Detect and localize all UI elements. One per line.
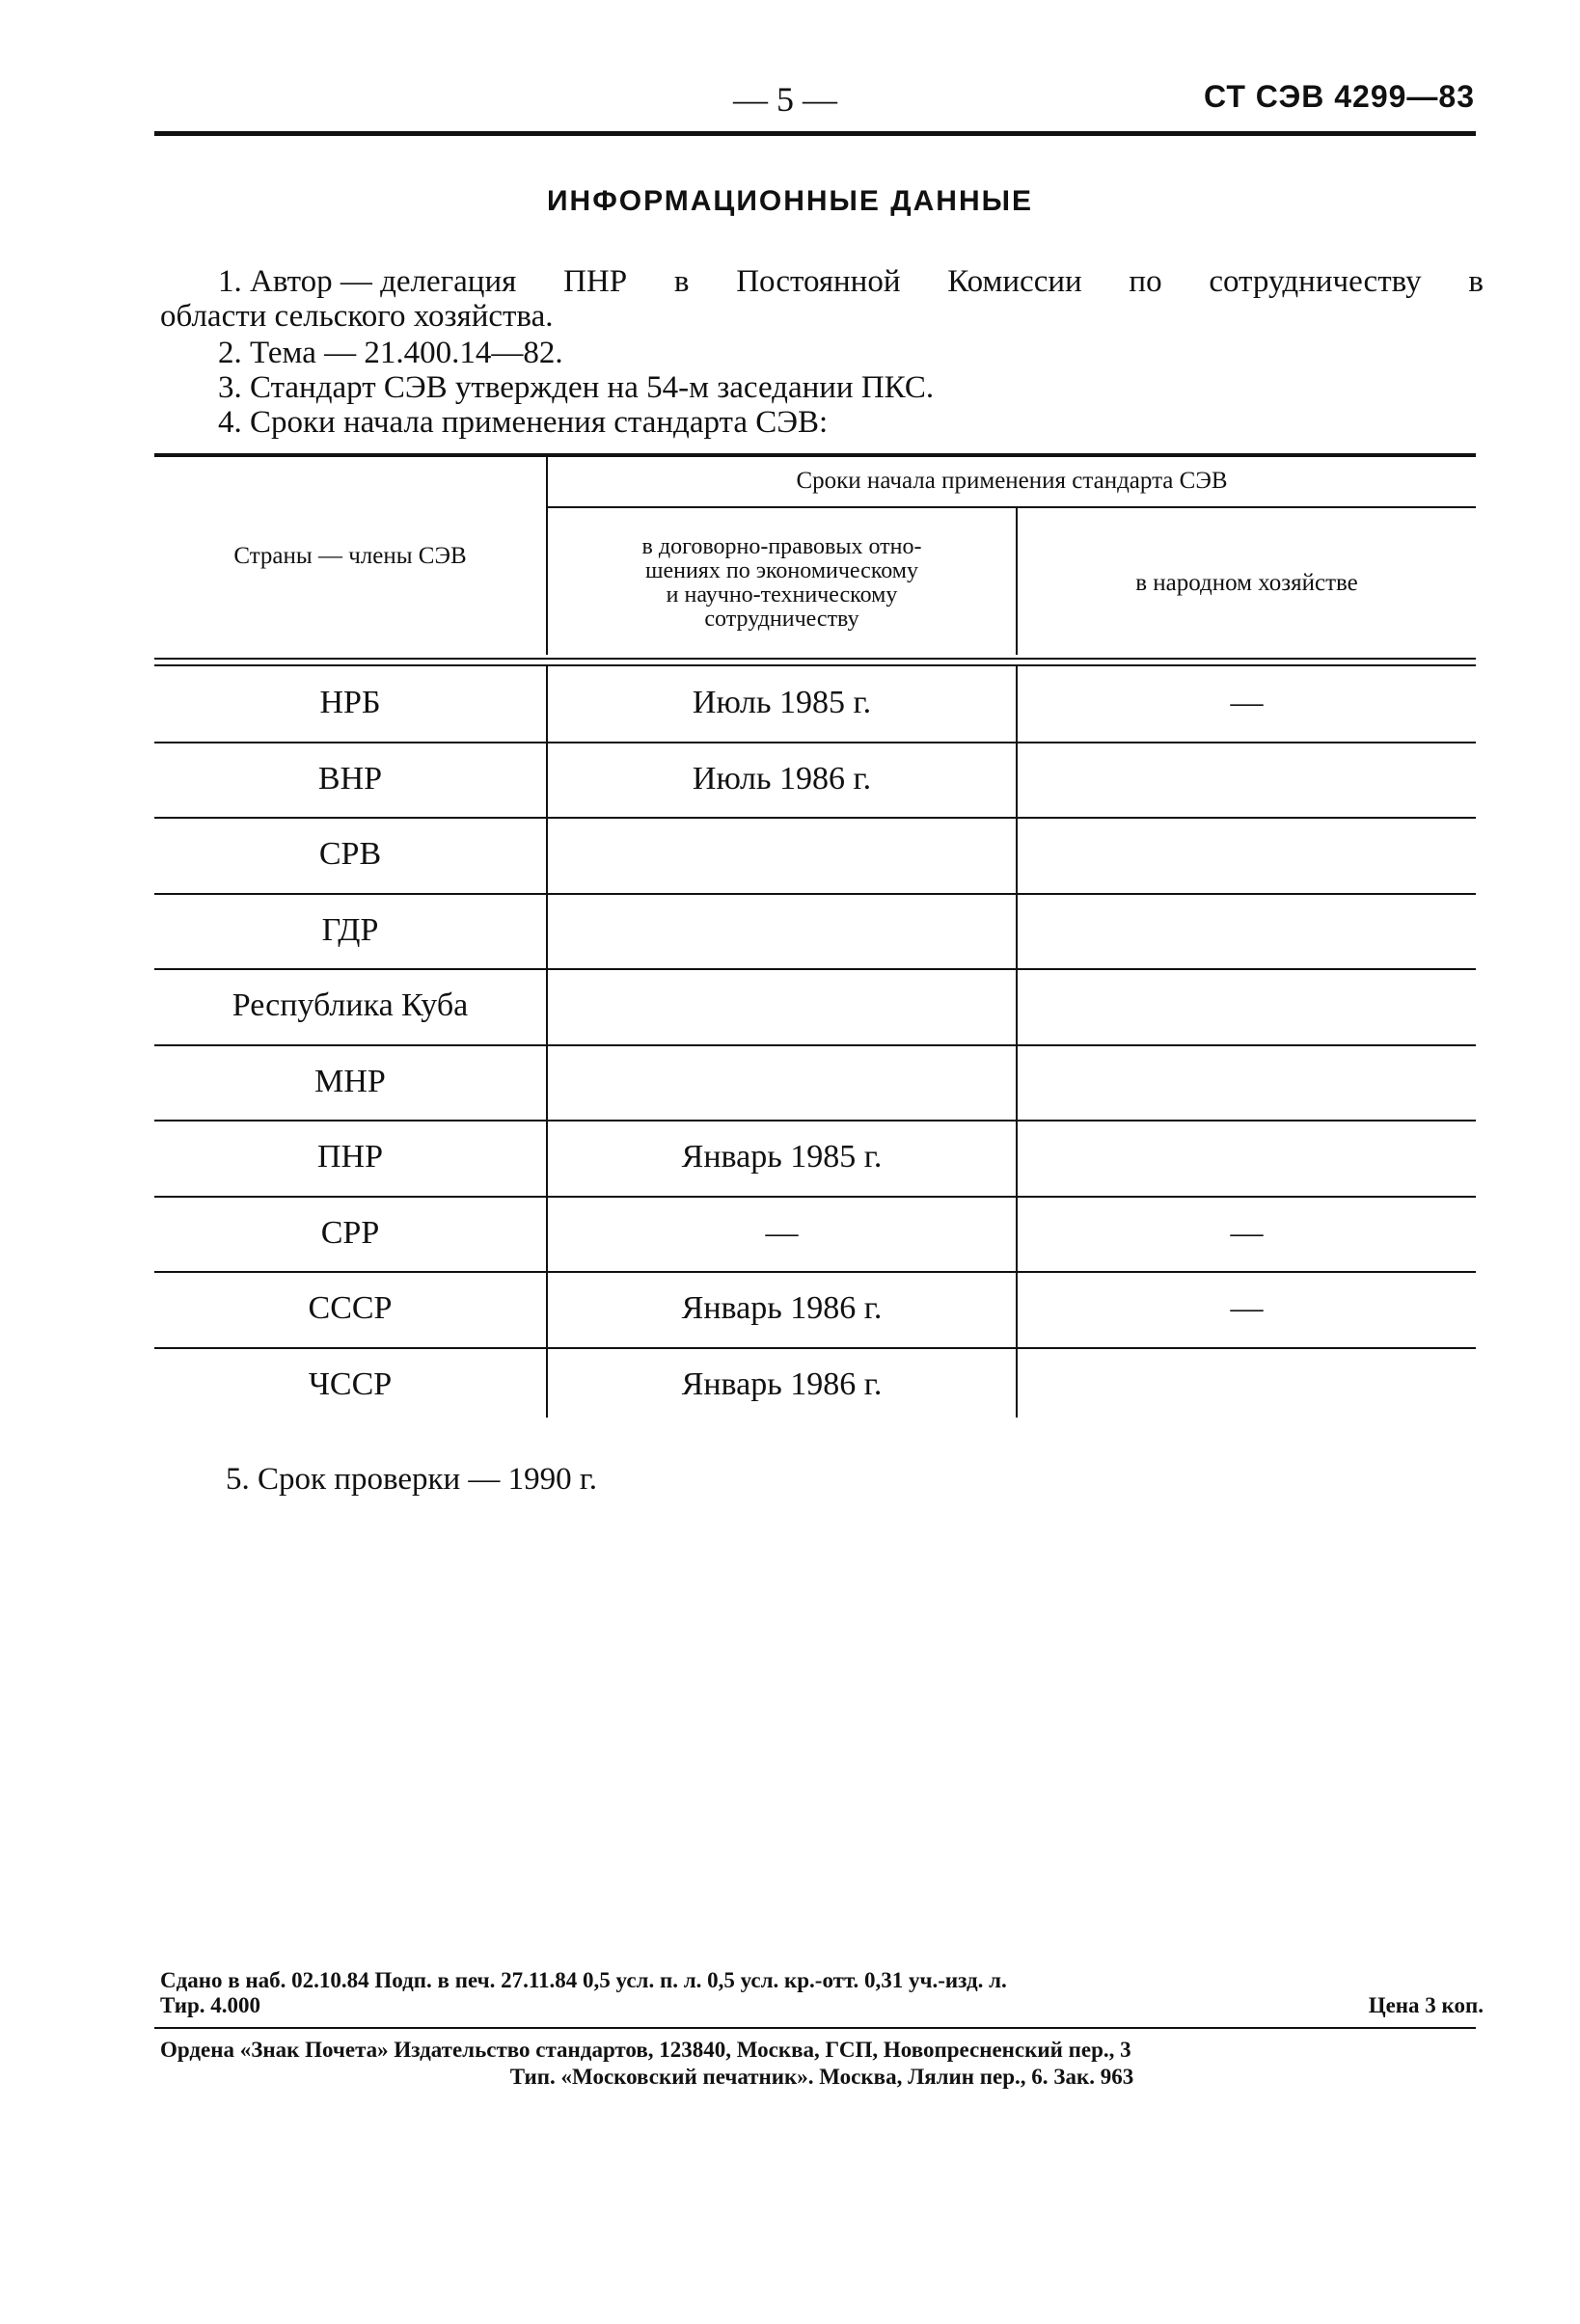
cell-economy: — <box>1230 685 1264 721</box>
cell-agreements: Январь 1986 г. <box>681 1365 883 1402</box>
col-header-economy: в народном хозяйстве <box>1135 569 1358 596</box>
cell-economy <box>1018 894 1476 968</box>
imprint-publisher: Ордена «Знак Почета» Издательство стандартов, 123840, Москва, ГСП, Новопресненский пер., 3 <box>160 2038 1131 2062</box>
item-author-line2: области сельского хозяйства. <box>160 299 554 334</box>
page-title: ИНФОРМАЦИОННЫЕ ДАННЫЕ <box>546 185 1034 217</box>
cell-economy: — <box>1230 1290 1264 1327</box>
item-review: 5. Срок проверки — 1990 г. <box>226 1462 597 1497</box>
cell-country: ПНР <box>316 1139 384 1176</box>
item-dates-intro: 4. Сроки начала применения стандарта СЭВ: <box>218 405 829 440</box>
item-author-word: Постоянной <box>736 264 901 299</box>
header-rule <box>154 131 1476 136</box>
cell-agreements: Январь 1986 г. <box>681 1290 883 1327</box>
cell-agreements <box>548 1045 1016 1120</box>
item-approval: 3. Стандарт СЭВ утвержден на 54-м заседании ПКС. <box>218 370 935 405</box>
cell-country: Республика Куба <box>232 987 469 1024</box>
imprint-line-2 <box>160 1993 1484 2018</box>
col-header-agreements-line: сотрудничеству <box>704 606 859 632</box>
cell-country: СССР <box>308 1290 393 1327</box>
cell-economy <box>1018 1121 1476 1195</box>
cell-economy: — <box>1230 1214 1264 1251</box>
cell-agreements <box>548 818 1016 892</box>
table-column-rule <box>1016 666 1018 1418</box>
col-header-agreements <box>548 508 1016 658</box>
imprint-print-data: Сдано в наб. 02.10.84 Подп. в печ. 27.11.84 0,5 усл. п. л. 0,5 усл. кр.-отт. 0,31 уч.-изд. л. <box>160 1968 1007 1992</box>
item-author-word: 1. Автор — делегация <box>218 264 517 299</box>
cell-agreements <box>548 894 1016 968</box>
standard-code: СТ СЭВ 4299—83 <box>1204 79 1475 114</box>
imprint-line-1 <box>160 1968 1484 1993</box>
table-column-rule <box>546 666 548 1418</box>
item-author-word: в <box>1468 264 1484 299</box>
imprint-printer: Тип. «Московский печатник». Москва, Лялин пер., 6. Зак. 963 <box>509 2065 1134 2089</box>
cell-economy <box>1018 743 1476 817</box>
cell-agreements: Июль 1985 г. <box>692 685 872 721</box>
cell-country: ГДР <box>321 911 379 948</box>
col-header-agreements-line: шениях по экономическому <box>644 557 918 583</box>
imprint-price: Цена 3 коп. <box>1368 1993 1484 2017</box>
item-author <box>160 264 1484 334</box>
cell-country: СРР <box>320 1214 380 1251</box>
cell-economy <box>1018 818 1476 892</box>
cell-country: ЧССР <box>308 1365 393 1402</box>
item-author-word: по <box>1129 264 1162 299</box>
cell-agreements: — <box>765 1214 799 1251</box>
col-header-group: Сроки начала применения стандарта СЭВ <box>796 467 1228 494</box>
item-author-line1 <box>160 264 1484 299</box>
cell-country: ВНР <box>317 760 383 797</box>
cell-country: СРВ <box>318 836 382 873</box>
item-author-word: сотрудничеству <box>1209 264 1422 299</box>
imprint-circulation: Тир. 4.000 <box>160 1993 261 2017</box>
col-header-agreements-line: в договорно-правовых отно- <box>641 533 922 559</box>
col-header-agreements-line: и научно-техническому <box>666 581 898 608</box>
cell-economy <box>1018 1348 1476 1422</box>
item-author-word: в <box>673 264 690 299</box>
cell-agreements: Июль 1986 г. <box>692 760 872 797</box>
cell-country: НРБ <box>319 685 381 721</box>
cell-country: МНР <box>314 1063 386 1099</box>
item-author-word: Комиссии <box>947 264 1082 299</box>
item-topic: 2. Тема — 21.400.14—82. <box>218 336 563 370</box>
cell-agreements <box>548 969 1016 1043</box>
item-author-word: ПНР <box>563 264 628 299</box>
imprint-rule <box>154 2027 1476 2029</box>
col-header-countries: Страны — члены СЭВ <box>233 543 467 569</box>
table-header-rule-1 <box>154 658 1476 660</box>
page-number: — 5 — <box>733 80 837 119</box>
cell-economy <box>1018 1045 1476 1120</box>
cell-economy <box>1018 969 1476 1043</box>
cell-agreements: Январь 1985 г. <box>681 1139 883 1176</box>
